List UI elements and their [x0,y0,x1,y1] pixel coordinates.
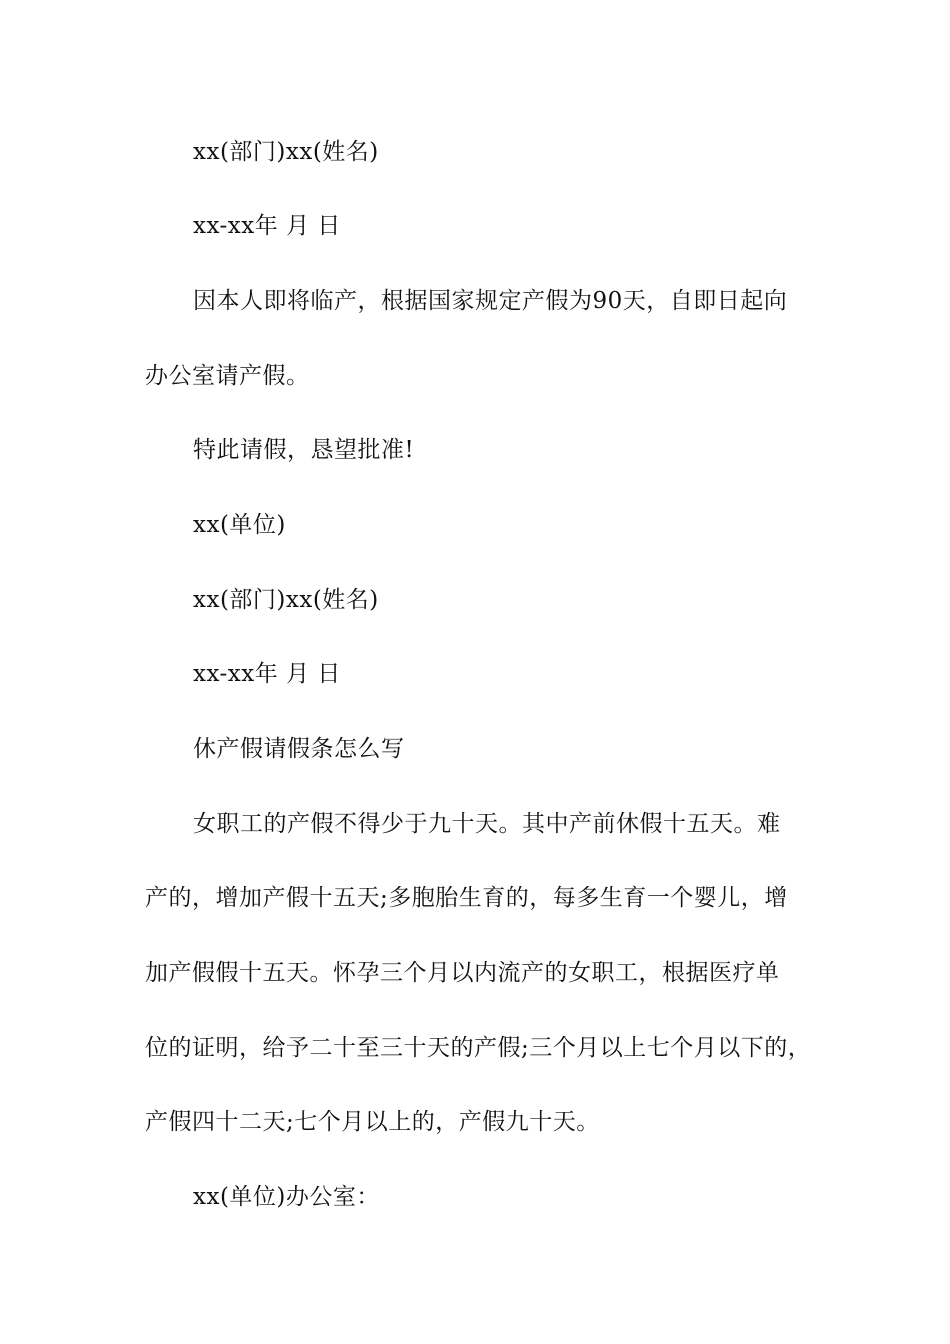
signature-department-name: xx(部门)xx(姓名) [193,587,379,613]
paragraph-line: 位的证明，给予二十至三十天的产假;三个月以上七个月以下的， [145,1035,812,1061]
signature-department-name: xx(部门)xx(姓名) [193,139,379,165]
section-heading: 休产假请假条怎么写 [193,736,405,762]
paragraph-line: 产的，增加产假十五天;多胞胎生育的，每多生育一个婴儿，增 [145,885,788,911]
paragraph-line: 产假四十二天;七个月以上的，产假九十天。 [145,1109,600,1135]
addressee-line: xx(单位)办公室： [193,1184,380,1210]
paragraph-line: 女职工的产假不得少于九十天。其中产前休假十五天。难 [193,811,781,837]
signature-unit: xx(单位) [193,512,286,538]
paragraph-line: 加产假假十五天。怀孕三个月以内流产的女职工，根据医疗单 [145,960,780,986]
signature-date: xx-xx年 月 日 [193,213,341,239]
paragraph-line: 因本人即将临产，根据国家规定产假为90天，自即日起向 [193,288,788,314]
paragraph-line: 办公室请产假。 [145,363,310,389]
signature-date: xx-xx年 月 日 [193,661,341,687]
closing-request: 特此请假，恳望批准! [193,437,415,463]
